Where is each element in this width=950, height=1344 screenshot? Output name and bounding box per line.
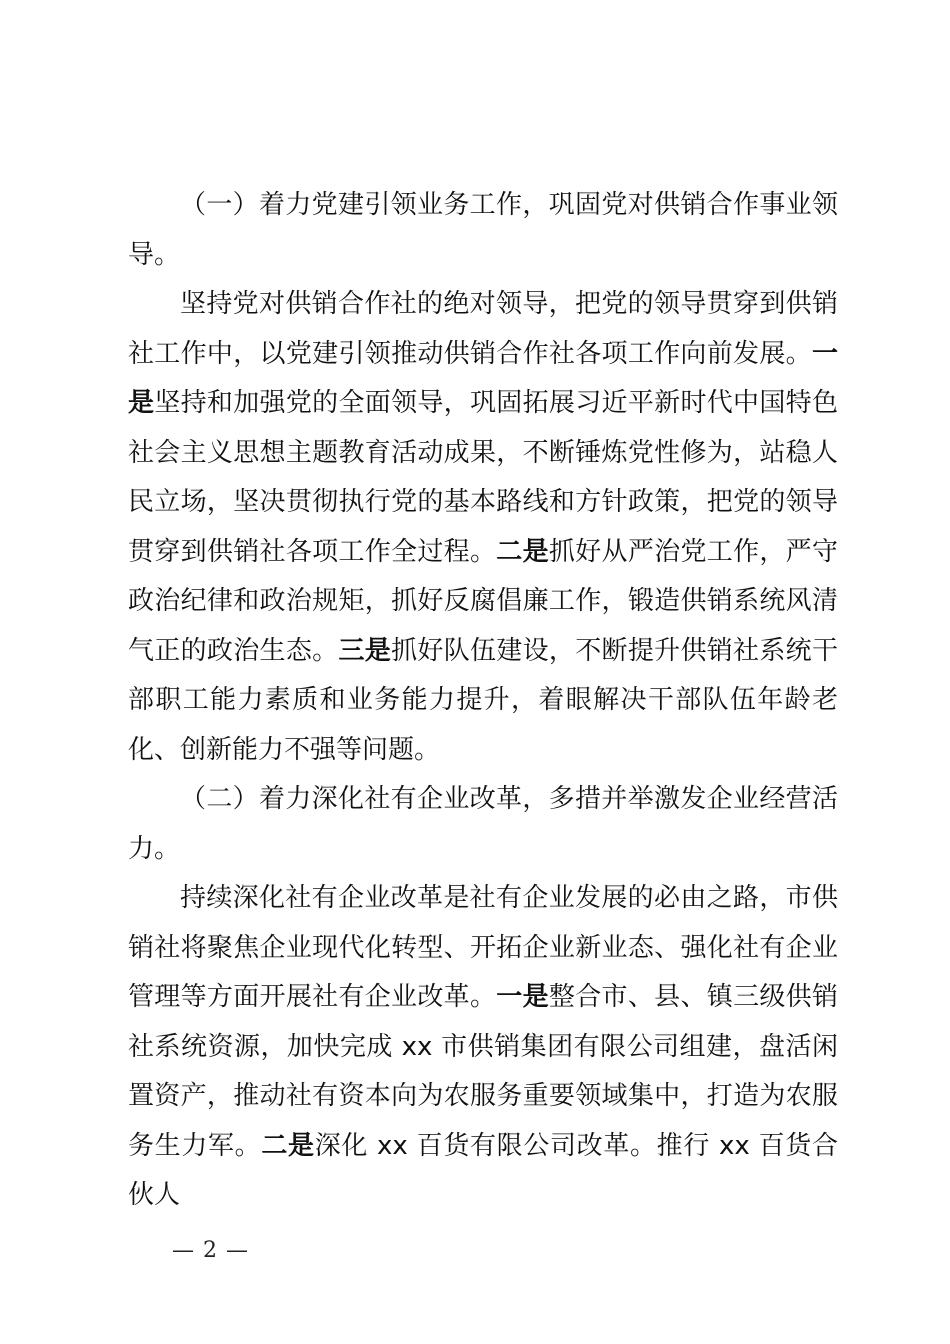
text-segment: 深化 xx 百货有限公司改革。推行 xx 百货合伙人 bbox=[128, 1130, 838, 1210]
text-segment: （一）着力党建引领业务工作，巩固党对供销合作事业领导。 bbox=[128, 190, 838, 270]
text-segment: 坚持和加强党的全面领导，巩固拓展习近平新时代中国特色社会主义思想主题教育活动成果，不断锤炼党性修为，站稳人民立场，坚决贯彻执行党的基本路线和方针政策，把党的领导贯穿到供销社各项工作全过程。 bbox=[128, 388, 838, 567]
text-segment: 抓好队伍建设，不断提升供销社系统干部职工能力素质和业务能力提升，着眼解决干部队伍年龄老化、创新能力不强等问题。 bbox=[128, 635, 838, 765]
text-segment: 整合市、县、镇三级供销社系统资源，加快完成 xx 市供销集团有限公司组建，盘活闲置资产，推动社有资本向为农服务重要领域集中，打造为农服务生力军。 bbox=[128, 982, 838, 1161]
text-segment: 抓好从严治党工作，严守政治纪律和政治规矩，抓好反腐倡廉工作，锻造供销系统风清气正的政治生态。 bbox=[128, 536, 838, 666]
bold-marker: 二是 bbox=[496, 536, 549, 567]
body-paragraph bbox=[128, 280, 838, 775]
bold-marker: 三是 bbox=[338, 635, 392, 666]
bold-marker: 二是 bbox=[261, 1130, 315, 1161]
text-segment: （二）着力深化社有企业改革，多措并举激发企业经营活力。 bbox=[128, 784, 838, 864]
bold-marker: 一是 bbox=[496, 982, 549, 1012]
page-number: — 2 — bbox=[172, 1238, 249, 1263]
section-heading bbox=[128, 181, 838, 280]
text-segment: 坚持党对供销合作社的绝对领导，把党的领导贯穿到供销社工作中，以党建引领推动供销合作社各项工作向前发展。 bbox=[128, 289, 838, 369]
bold-marker: 一是 bbox=[128, 338, 838, 418]
body-paragraph bbox=[128, 874, 838, 1221]
document-body bbox=[128, 181, 838, 1221]
text-segment: 持续深化社有企业改革是社有企业发展的必由之路，市供销社将聚焦企业现代化转型、开拓企业新业态、强化社有企业管理等方面开展社有企业改革。 bbox=[128, 883, 838, 1012]
section-heading bbox=[128, 775, 838, 874]
